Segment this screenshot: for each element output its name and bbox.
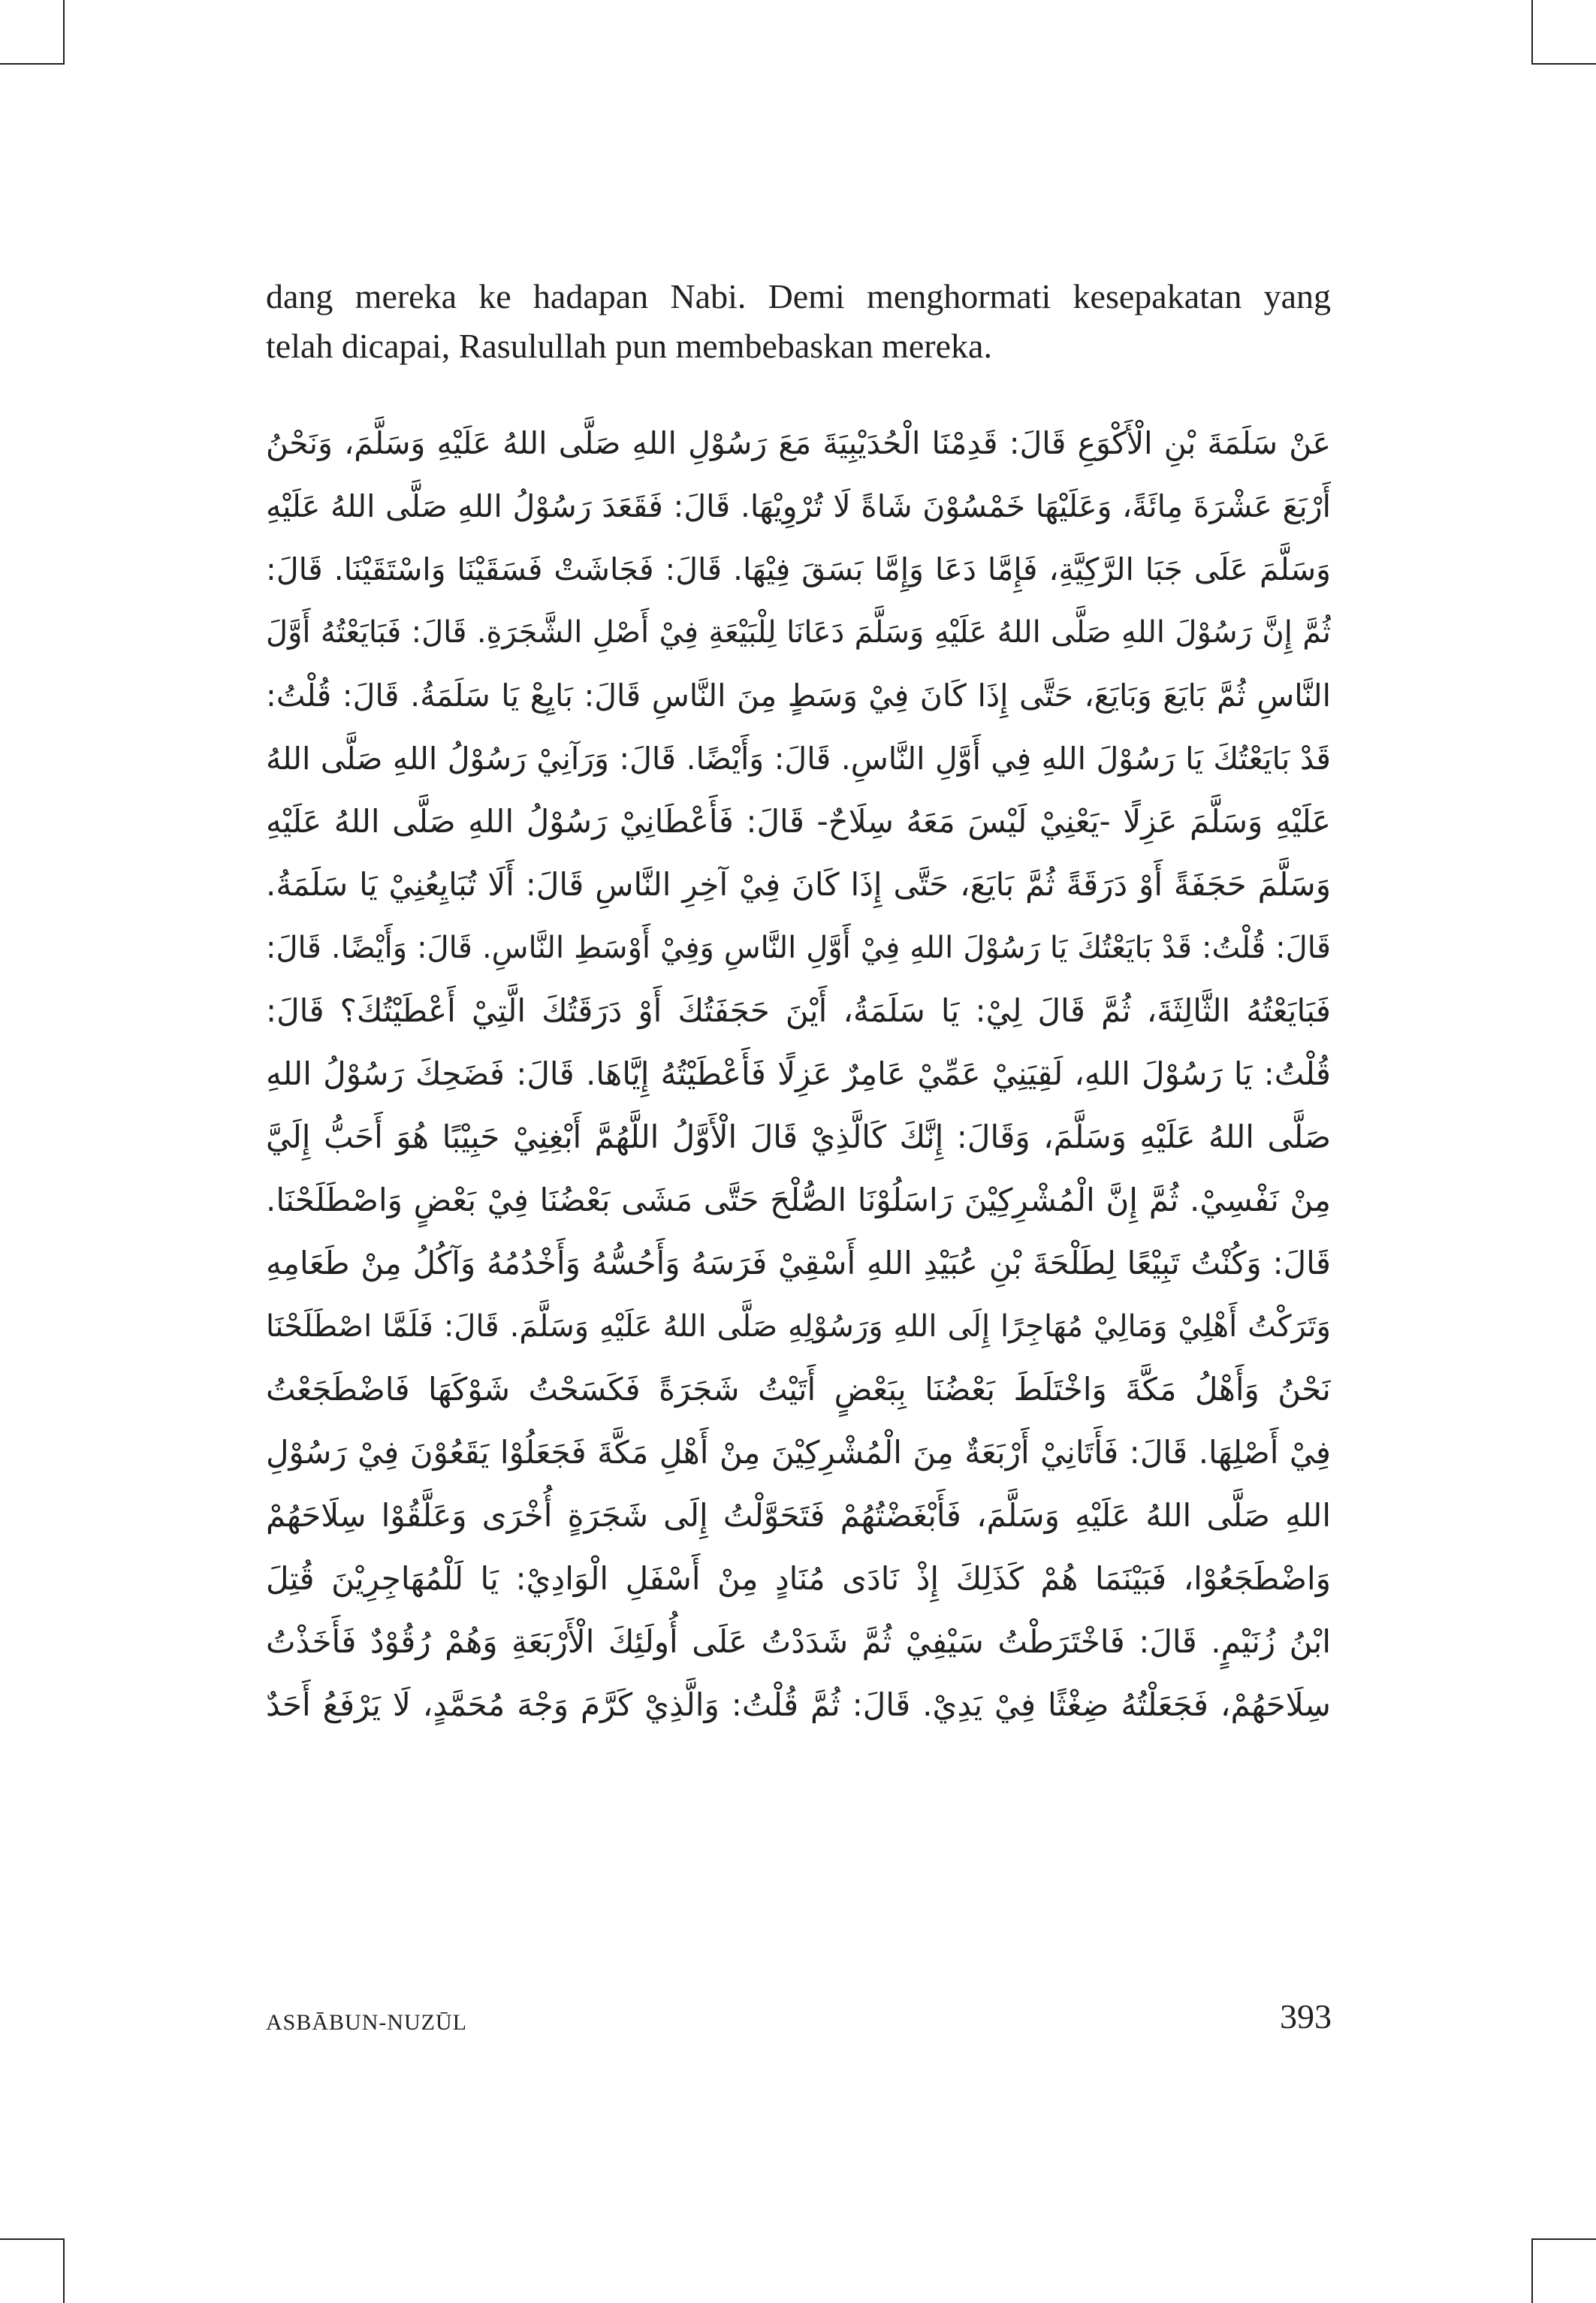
crop-mark-bottom-right-horizontal: [1531, 2238, 1596, 2240]
arabic-line: عَلَيْهِ وَسَلَّمَ عَزِلًا -يَعْنِيْ لَيْسَ مَعَهُ سِلَاحٌ- قَالَ: فَأَعْطَانِيْ رَسُوْلُ اللهِ صَلَّى اللهُ عَلَيْهِ: [266, 803, 1331, 840]
arabic-line: عَنْ سَلَمَةَ بْنِ الْأَكْوَعِ قَالَ: قَدِمْنَا الْحُدَيْبِيَةَ مَعَ رَسُوْلِ اللهِ صَلَّى اللهُ عَلَيْهِ وَسَلَّمَ، وَنَحْنُ: [266, 425, 1331, 461]
arabic-line: وَاضْطَجَعُوْا، فَبَيْنَمَا هُمْ كَذَلِكَ إِذْ نَادَى مُنَادٍ مِنْ أَسْفَلِ الْوَادِيْ: يَا لَلْمُهَاجِرِيْنَ قُتِلَ: [266, 1560, 1331, 1597]
crop-mark-top-left-horizontal: [0, 63, 65, 65]
arabic-line: قَالَ: وَكُنْتُ تَبِيْعًا لِطَلْحَةَ بْنِ عُبَيْدِ اللهِ أَسْقِيْ فَرَسَهُ وَأَحُسُّهُ وَأَخْدُمُهُ وَآكُلُ مِنْ طَعَامِهِ: [266, 1245, 1331, 1281]
arabic-line: سِلَاحَهُمْ، فَجَعَلْتُهُ ضِغْثًا فِيْ يَدِيْ. قَالَ: ثُمَّ قُلْتُ: وَالَّذِيْ كَرَّمَ وَجْهَ مُحَمَّدٍ، لَا يَرْفَعُ أَحَدٌ: [266, 1686, 1331, 1723]
arabic-line: مِنْ نَفْسِيْ. ثُمَّ إِنَّ الْمُشْرِكِيْنَ رَاسَلُوْنَا الصُّلْحَ حَتَّى مَشَى بَعْضُنَا فِيْ بَعْضٍ وَاصْطَلَحْنَا.: [266, 1182, 1331, 1218]
arabic-line: صَلَّى اللهُ عَلَيْهِ وَسَلَّمَ، وَقَالَ: إِنَّكَ كَالَّذِيْ قَالَ الْأَوَّلُ اللَّهُمَّ أَبْغِنِيْ حَبِيْبًا هُوَ أَحَبُّ إِلَيَّ: [266, 1118, 1331, 1155]
crop-mark-bottom-left: [63, 2238, 65, 2303]
arabic-line: ابْنُ زُنَيْمٍ. قَالَ: فَاخْتَرَطْتُ سَيْفِيْ ثُمَّ شَدَدْتُ عَلَى أُولَئِكَ الْأَرْبَعَةِ وَهُمْ رُقُوْدٌ فَأَخَذْتُ: [266, 1623, 1331, 1660]
crop-mark-bottom-right: [1531, 2238, 1533, 2303]
crop-mark-top-right: [1531, 0, 1533, 65]
page-number: 393: [1280, 1997, 1332, 2036]
arabic-line: أَرْبَعَ عَشْرَةَ مِائَةً، وَعَلَيْهَا خَمْسُوْنَ شَاةً لَا تُرْوِيْهَا. قَالَ: فَقَعَدَ رَسُوْلُ اللهِ صَلَّى اللهُ عَلَيْهِ: [266, 488, 1331, 524]
crop-mark-top-left: [63, 0, 65, 65]
arabic-line: وَسَلَّمَ عَلَى جَبَا الرَّكِيَّةِ، فَإِمَّا دَعَا وَإِمَّا بَسَقَ فِيْهَا. قَالَ: فَجَاشَتْ فَسَقَيْنَا وَاسْتَقَيْنَا. قَالَ:: [266, 551, 1331, 587]
crop-mark-top-right-horizontal: [1531, 63, 1596, 65]
running-footer-book-title: ASBĀBUN-NUZŪL: [266, 2010, 467, 2035]
crop-mark-bottom-left-horizontal: [0, 2238, 65, 2240]
paragraph-line-2: telah dicapai, Rasulullah pun membebaskan mereka.: [266, 327, 992, 365]
arabic-line: النَّاسِ ثُمَّ بَايَعَ وَبَايَعَ، حَتَّى إِذَا كَانَ فِيْ وَسَطٍ مِنَ النَّاسِ قَالَ: بَايِعْ يَا سَلَمَةُ. قَالَ: قُلْتُ:: [266, 678, 1331, 714]
arabic-line: نَحْنُ وَأَهْلُ مَكَّةَ وَاخْتَلَطَ بَعْضُنَا بِبَعْضٍ أَتَيْتُ شَجَرَةً فَكَسَحْتُ شَوْكَهَا فَاضْطَجَعْتُ: [266, 1371, 1331, 1408]
arabic-line: ثُمَّ إِنَّ رَسُوْلَ اللهِ صَلَّى اللهُ عَلَيْهِ وَسَلَّمَ دَعَانَا لِلْبَيْعَةِ فِيْ أَصْلِ الشَّجَرَةِ. قَالَ: فَبَايَعْتُهُ أَوَّلَ: [266, 615, 1331, 650]
arabic-line: فَبَايَعْتُهُ الثَّالِثَةَ، ثُمَّ قَالَ لِيْ: يَا سَلَمَةُ، أَيْنَ حَجَفَتُكَ أَوْ دَرَقَتُكَ الَّتِيْ أَعْطَيْتُكَ؟ قَالَ:: [266, 992, 1331, 1029]
arabic-line: وَسَلَّمَ حَجَفَةً أَوْ دَرَقَةً ثُمَّ بَايَعَ، حَتَّى إِذَا كَانَ فِيْ آخِرِ النَّاسِ قَالَ: أَلَا تُبَايِعُنِيْ يَا سَلَمَةُ.: [266, 866, 1331, 903]
arabic-line: وَتَرَكْتُ أَهْلِيْ وَمَالِيْ مُهَاجِرًا إِلَى اللهِ وَرَسُوْلِهِ صَلَّى اللهُ عَلَيْهِ وَسَلَّمَ. قَالَ: فَلَمَّا اصْطَلَحْنَا: [266, 1309, 1331, 1344]
paragraph-line-1: dang mereka ke hadapan Nabi. Demi menghormati kesepakatan yang: [266, 277, 1331, 315]
arabic-line: اللهِ صَلَّى اللهُ عَلَيْهِ وَسَلَّمَ، فَأَبْغَضْتُهُمْ فَتَحَوَّلْتُ إِلَى شَجَرَةٍ أُخْرَى وَعَلَّقُوْا سِلَاحَهُمْ: [266, 1497, 1331, 1534]
arabic-line: قُلْتُ: يَا رَسُوْلَ اللهِ، لَقِيَنِيْ عَمِّيْ عَامِرٌ عَزِلًا فَأَعْطَيْتُهُ إِيَّاهَا. قَالَ: فَضَحِكَ رَسُوْلُ اللهِ: [266, 1055, 1331, 1092]
arabic-line: فِيْ أَصْلِهَا. قَالَ: فَأَتَانِيْ أَرْبَعَةٌ مِنَ الْمُشْرِكِيْنَ مِنْ أَهْلِ مَكَّةَ فَجَعَلُوْا يَقَعُوْنَ فِيْ رَسُوْلِ: [266, 1434, 1331, 1471]
indonesian-paragraph: [266, 272, 1331, 371]
arabic-line: قَدْ بَايَعْتُكَ يَا رَسُوْلَ اللهِ فِي أَوَّلِ النَّاسِ. قَالَ: وَأَيْضًا. قَالَ: وَرَآنِيْ رَسُوْلُ اللهِ صَلَّى اللهُ: [266, 741, 1331, 777]
arabic-hadith-text: [266, 412, 1331, 1737]
arabic-line: قَالَ: قُلْتُ: قَدْ بَايَعْتُكَ يَا رَسُوْلَ اللهِ فِيْ أَوَّلِ النَّاسِ وَفِيْ أَوْسَطِ النَّاسِ. قَالَ: وَأَيْضًا. قَالَ:: [266, 931, 1331, 965]
